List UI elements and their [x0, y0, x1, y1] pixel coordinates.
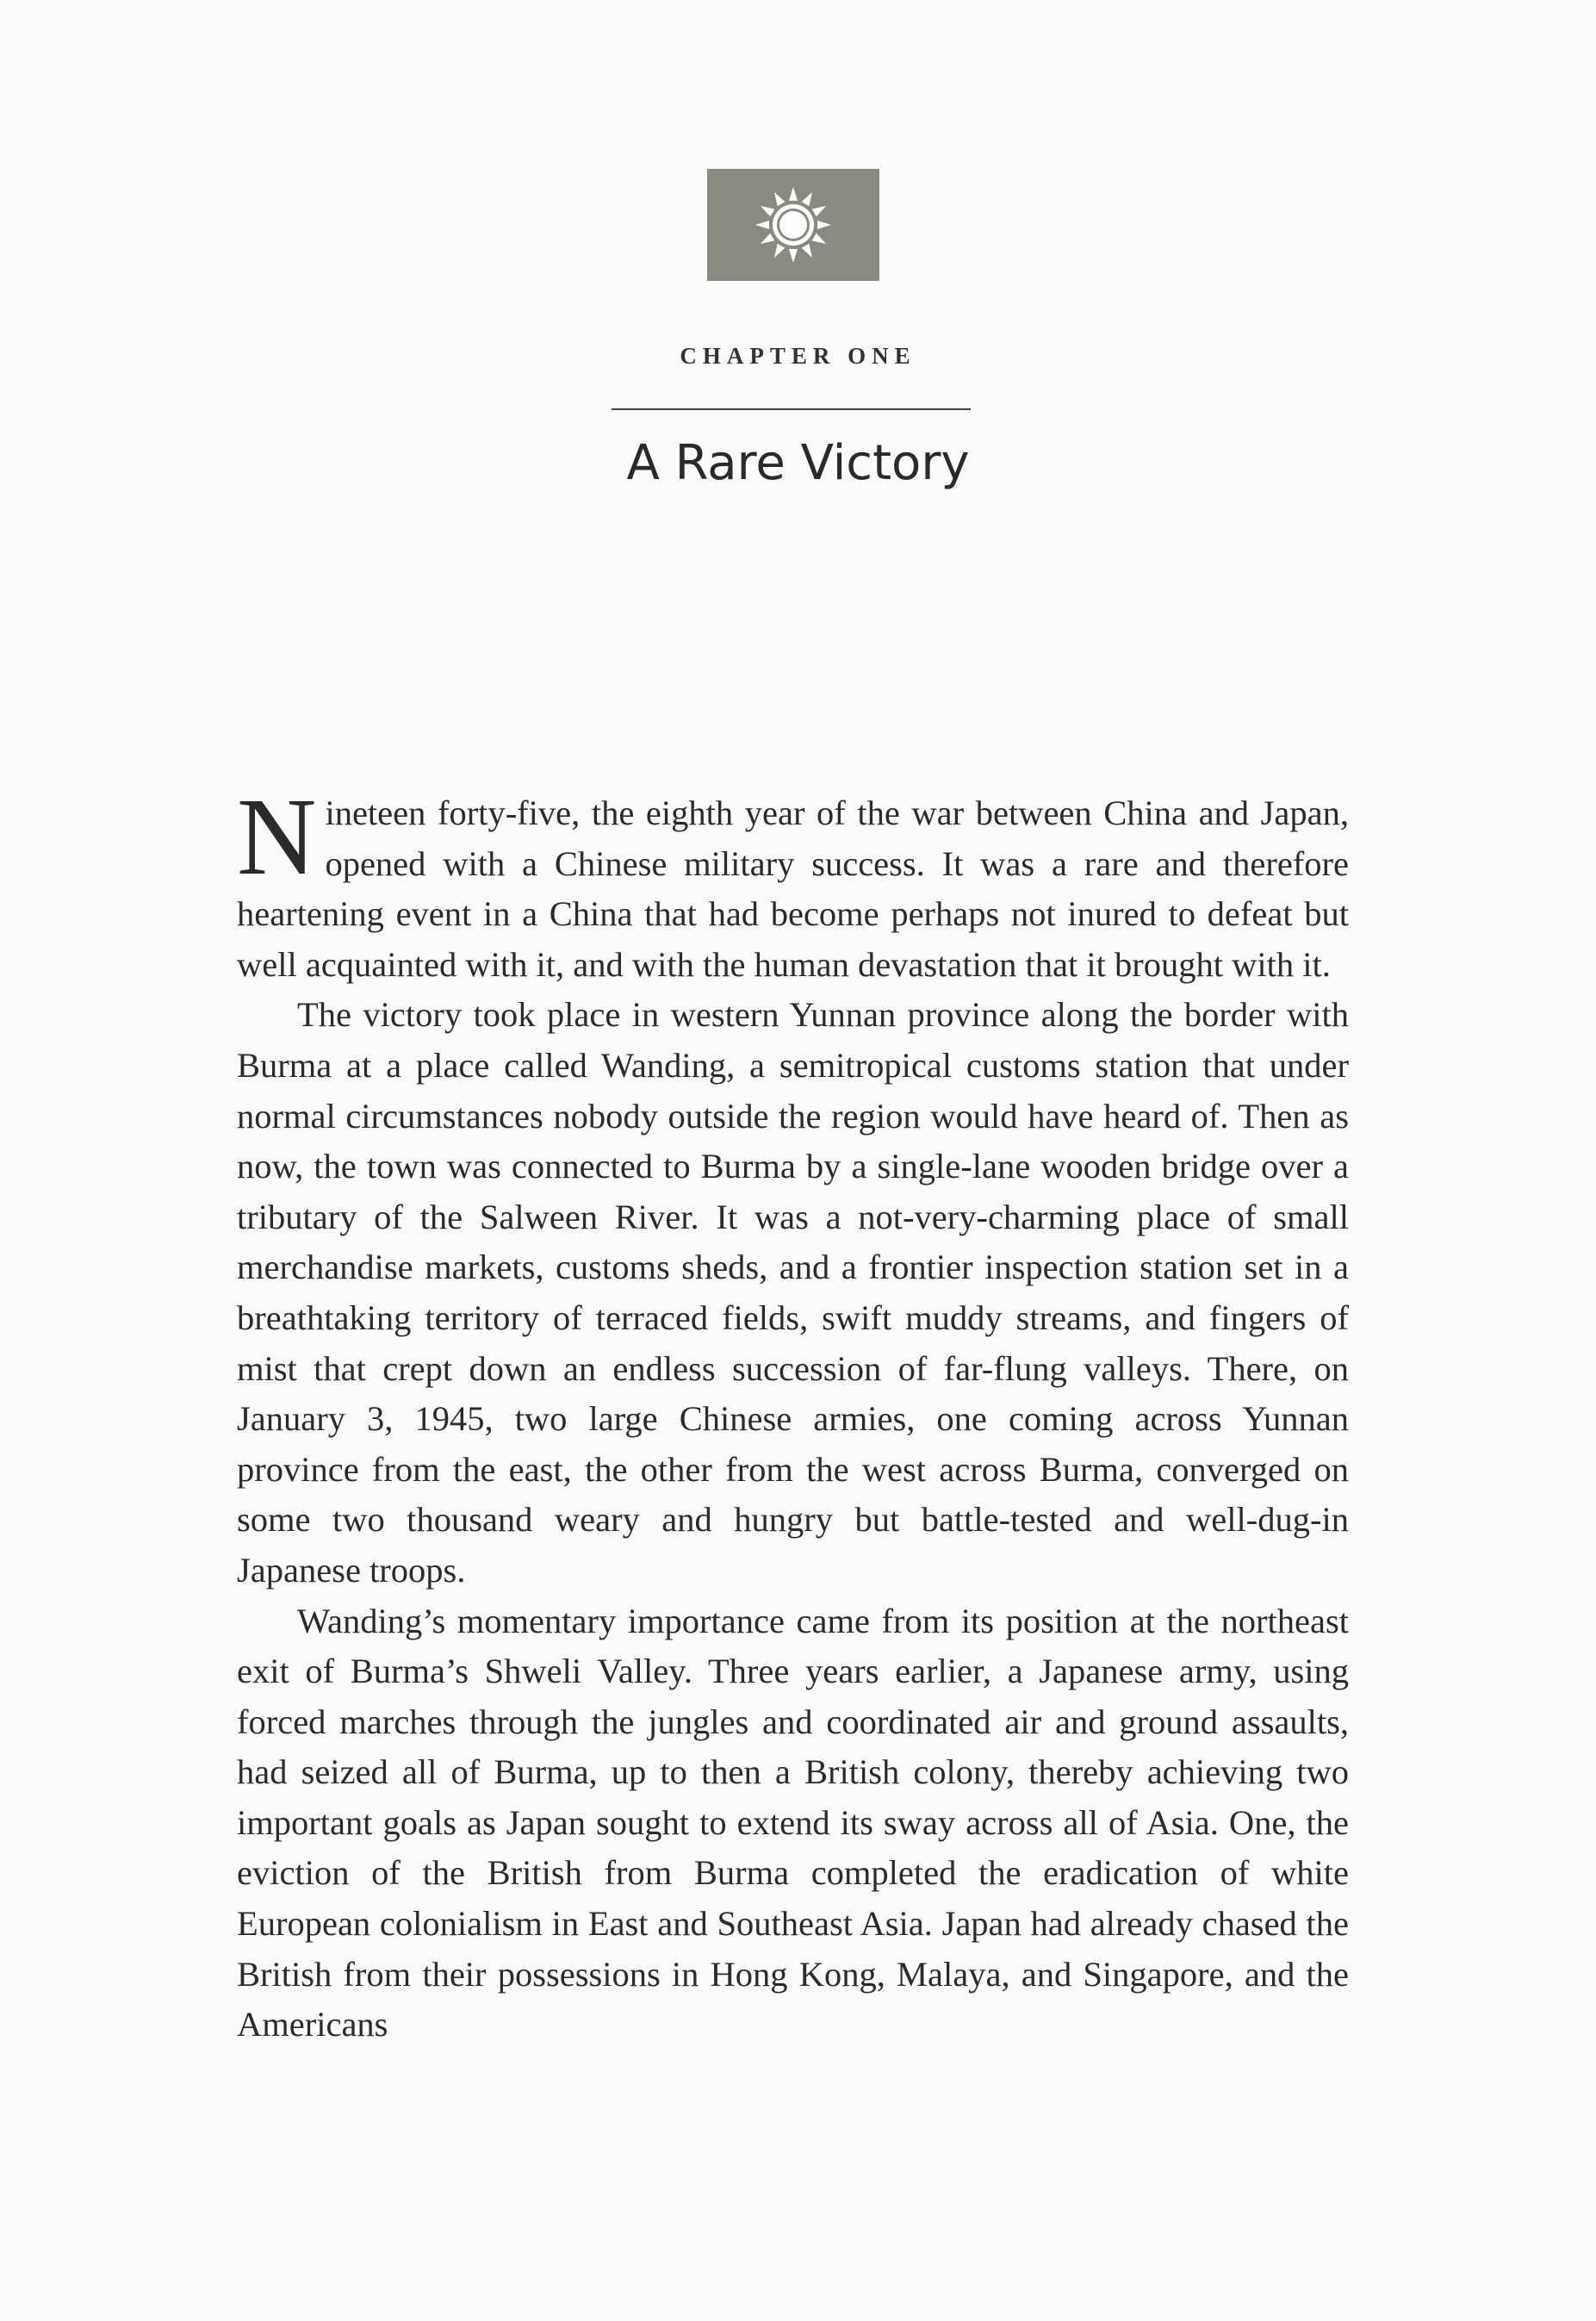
paragraph-2: The victory took place in western Yunnan province along the border with Burma at a place called Wanding, a semitropical customs station that under normal circumstances nobody outside the region would have heard of. Then as now, the town was connected to Burma by a single-lane wooden bridge over a tributary of the Salween River. It was a not-very-charming place of small merchandise markets, customs sheds, and a frontier inspection station set in a breathtaking territory of terraced fields, swift muddy streams, and fingers of mist that crept down an endless succession of far-flung valleys. There, on January 3, 1945, two large Chinese armies, one coming across Yunnan province from the east, the other from the west across Burma, converged on some two thousand weary and hungry but battle-tested and well-dug-in Japanese troops.	[237, 995, 1349, 1590]
drop-cap: N	[237, 775, 317, 898]
chapter-label: CHAPTER ONE	[680, 343, 916, 369]
chapter-title: A Rare Victory	[626, 435, 970, 491]
sun-emblem-icon	[707, 169, 879, 281]
chapter-rule-divider	[612, 408, 971, 410]
chapter-emblem	[707, 169, 879, 281]
paragraph-1	[237, 775, 1349, 990]
chapter-body	[237, 775, 1349, 2050]
paragraph-1-text: ineteen forty-five, the eighth year of the war between China and Japan, opened with a Chinese military success. It was a rare and therefore heartening event in a China that had become perhaps not inured to defeat but well acquainted with it, and with the human devastation that it brought with it.	[237, 793, 1349, 984]
paragraph-3: Wanding’s momentary importance came from its position at the northeast exit of Burma’s Shweli Valley. Three years earlier, a Japanese army, using forced marches through the jungles and coordinated air and ground assaults, had seized all of Burma, up to then a British colony, thereby achieving two important goals as Japan sought to extend its sway across all of Asia. One, the eviction of the British from Burma completed the eradication of white European colonialism in East and Southeast Asia. Japan had already chased the British from their possessions in Hong Kong, Malaya, and Singapore, and the Americans	[237, 1601, 1349, 2044]
